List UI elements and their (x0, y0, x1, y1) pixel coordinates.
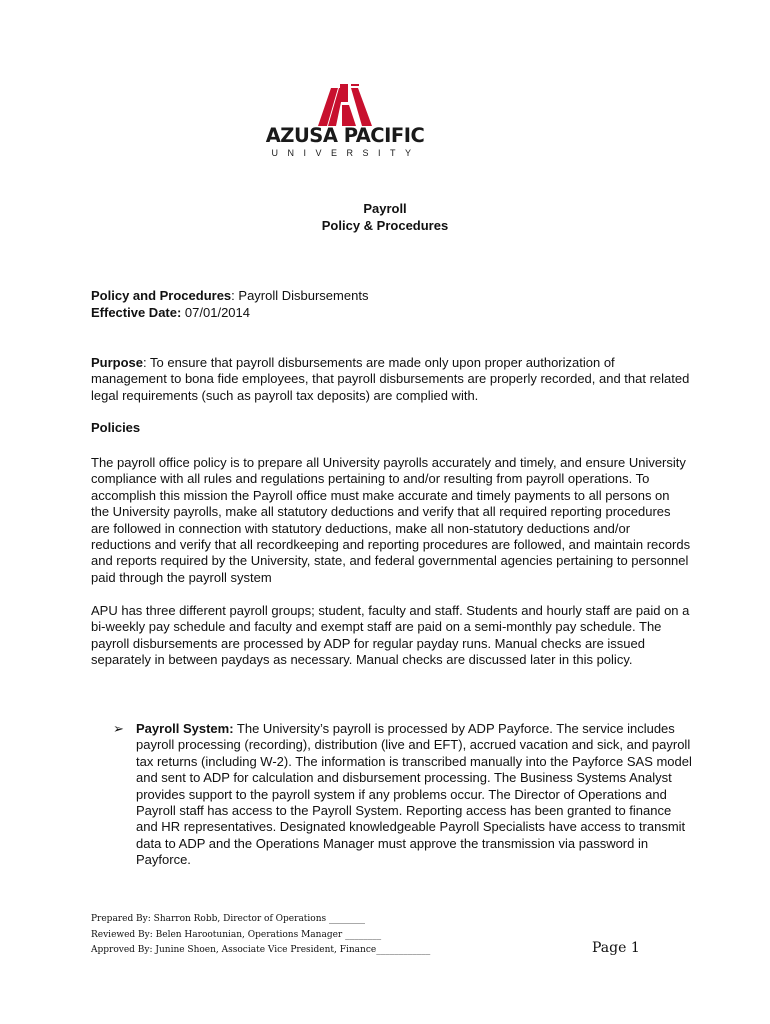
effective-date-line (91, 305, 368, 322)
title-line-1: Payroll (363, 201, 407, 216)
purpose-label: Purpose (91, 355, 144, 370)
apu-shield-icon (314, 82, 376, 126)
policy-value: : Payroll Disbursements (231, 288, 369, 303)
prepared-by: Prepared By: Sharron Robb, Director of Operations ________ (91, 914, 365, 924)
bullet-label: Payroll System: (136, 721, 234, 736)
university-logo (250, 82, 440, 162)
effective-date-label: Effective Date: (91, 304, 182, 320)
bullet-text (136, 721, 693, 869)
document-footer (91, 912, 511, 959)
effective-date-value: 07/01/2014 (181, 304, 250, 320)
bullet-body: The University’s payroll is processed by ADP Payforce. The service includes payroll processing (recording), distribution (live and EFT), accrued vacation and sick, and payroll tax returns (including W-2). The information is transcribed manually into the Payforce SAS model and sent to ADP for calculation and disbursement processing. The Business Systems Analyst provides support to the payroll system if any problems occur. The Director of Operations and Payroll staff has access to the Payroll System. Reporting access has been granted to finance and HR representatives. Designated knowledgeable Payroll Specialists have access to transmit data to ADP and the Operations Manager must approve the transmission via password in Payforce. (136, 721, 692, 868)
approved-by: Approved By: Junine Shoen, Associate Vice President, Finance____________ (91, 945, 431, 955)
logo-wordmark: AZUSA PACIFIC (265, 124, 425, 147)
policy-label: Policy and Procedures (91, 288, 232, 303)
policy-line (91, 288, 368, 305)
policies-heading: Policies (91, 420, 141, 435)
purpose-paragraph (91, 355, 691, 404)
reviewed-by: Reviewed By: Belen Harootunian, Operations Manager ________ (91, 929, 382, 940)
logo-subtitle: UNIVERSITY (271, 148, 421, 158)
policies-paragraph-1: The payroll office policy is to prepare all University payrolls accurately and timely, and ensure University compliance with all rules and regulations pertaining to and/or resulting from payroll operations. To accomplish this mission the Payroll office must make accurate and timely payments to all persons on the University payrolls, make all statutory deductions and verify that all required reporting procedures are followed in connection with statutory deductions, make all non-statutory deductions and/or reductions and verify that all recordkeeping and reporting procedures are followed, and maintain records and reports required by the University, state, and federal governmental agencies pertaining to personnel paid through the payroll system (91, 455, 691, 585)
title-line-2: Policy & Procedures (321, 218, 449, 233)
bullet-payroll-system (113, 721, 693, 869)
page-number: Page 1 (592, 940, 640, 956)
policies-paragraph-2: APU has three different payroll groups; student, faculty and staff. Students and hourly staff are paid on a bi-weekly pay schedule and faculty and exempt staff are paid on a semi-monthly pay schedule. The payroll disbursements are processed by ADP for regular payday runs. Manual checks are issued separately in between paydays as necessary. Manual checks are discussed later in this policy. (91, 603, 690, 668)
arrow-bullet-icon: ➢ (113, 721, 124, 736)
policy-meta (91, 288, 368, 321)
purpose-text: : To ensure that payroll disbursements are made only upon proper authorization of management to bona fide employees, that payroll disbursements are properly recorded, and that related legal requirements (such as payroll tax deposits) are complied with. (91, 355, 690, 403)
document-title (0, 200, 770, 234)
